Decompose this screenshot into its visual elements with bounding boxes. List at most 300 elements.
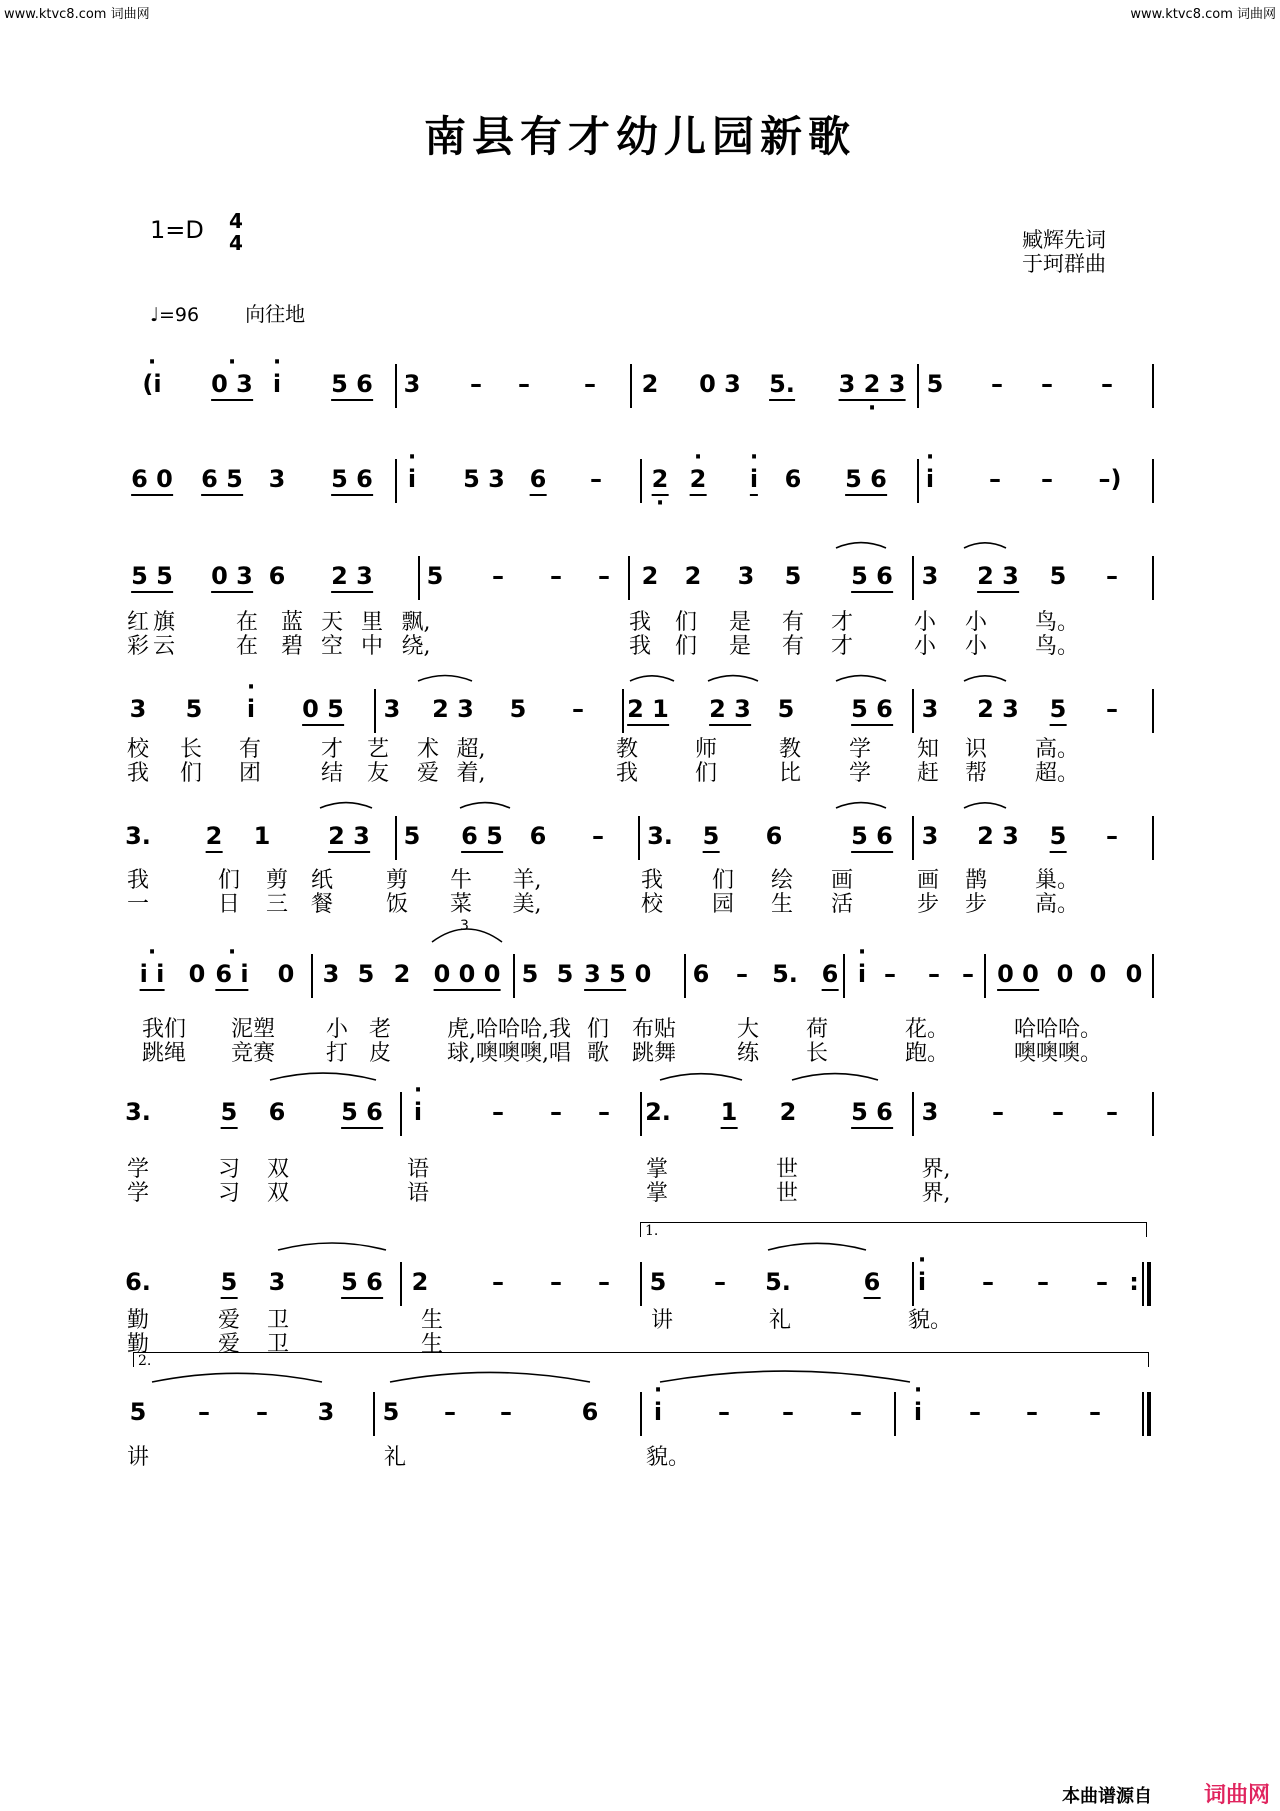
note: 2 3 xyxy=(977,822,1019,850)
dash-note: – xyxy=(982,1268,994,1296)
note: · i xyxy=(273,370,281,398)
barline xyxy=(912,689,914,733)
note: 6. xyxy=(125,1268,151,1296)
lyric-word: 歌 xyxy=(586,1041,610,1066)
slur xyxy=(460,803,510,808)
barline xyxy=(628,556,630,600)
lyric-word: 鸟。 xyxy=(1034,610,1080,635)
note: · i xyxy=(750,465,758,496)
note: 5 xyxy=(357,960,375,988)
lyric-word: 们 xyxy=(586,1017,610,1042)
note: 6 xyxy=(268,562,286,590)
note: 2 xyxy=(411,1268,429,1296)
lyric-word: 哈哈哈。 xyxy=(1013,1017,1103,1042)
lyric-word: 空 xyxy=(320,634,344,659)
note: 3 xyxy=(268,465,286,493)
note: 0 xyxy=(1056,960,1074,988)
note: 3 5 xyxy=(584,960,626,991)
note: 6 xyxy=(784,465,802,493)
dash-note: – xyxy=(1101,370,1113,398)
note: 3 xyxy=(322,960,340,988)
barline xyxy=(894,1392,896,1436)
lyric-line xyxy=(0,1036,1280,1066)
dash-note: – xyxy=(492,562,504,590)
lyric-word: 泥塑 xyxy=(230,1017,276,1042)
barline xyxy=(912,816,914,860)
lyric-word: 布贴 xyxy=(631,1017,677,1042)
slur xyxy=(270,1073,376,1080)
lyric-word: 貌。 xyxy=(645,1445,691,1470)
note: 3 xyxy=(129,695,147,723)
lyric-word: 语 xyxy=(406,1181,430,1206)
note: 6 xyxy=(268,1098,286,1126)
note: 2 1 xyxy=(627,695,669,726)
lyric-word: 才 xyxy=(830,634,854,659)
lyric-word: 绘 xyxy=(770,868,794,893)
lyric-word: 团 xyxy=(238,761,262,786)
slur xyxy=(660,1371,910,1382)
lyric-word: 貌。 xyxy=(907,1308,953,1333)
triplet-mark: 3 xyxy=(460,918,469,934)
edge-barline xyxy=(1152,459,1154,503)
lyric-word: 小 xyxy=(913,634,937,659)
lyric-word: 师 xyxy=(694,737,718,762)
lyric-word: 牛 xyxy=(449,868,473,893)
lyric-word: 我 xyxy=(126,761,150,786)
lyric-word: 教 xyxy=(615,737,639,762)
lyric-word: 比 xyxy=(778,761,802,786)
lyric-word: 我 xyxy=(628,610,652,635)
dash-note: – xyxy=(736,960,748,988)
note: · i xyxy=(654,1398,662,1426)
note: 5 6 xyxy=(341,1098,383,1129)
lyric-word: 们 xyxy=(674,610,698,635)
lyric-word: 才 xyxy=(830,610,854,635)
dash-note: – xyxy=(1052,1098,1064,1126)
lyric-line xyxy=(0,629,1280,659)
slur xyxy=(964,676,1006,681)
lyric-word: 生 xyxy=(420,1332,444,1357)
note: 2 xyxy=(206,822,223,853)
dash-note: – xyxy=(592,822,604,850)
lyric-word: 画 xyxy=(830,868,854,893)
note: 3 xyxy=(921,1098,939,1126)
lyric-line xyxy=(0,1440,1280,1470)
lyric-word: 球,噢噢噢,唱 xyxy=(447,1041,571,1066)
lyric-line xyxy=(0,1012,1280,1042)
edge-barline xyxy=(1152,689,1154,733)
lyric-word: 习 xyxy=(217,1181,241,1206)
note: 6 0 xyxy=(131,465,173,496)
note: · i xyxy=(247,695,255,723)
dash-note: – xyxy=(1096,1268,1108,1296)
lyric-word: 练 xyxy=(736,1041,760,1066)
barline xyxy=(640,459,642,503)
dash-note: – xyxy=(714,1268,726,1296)
notation-row xyxy=(0,822,1280,862)
key-signature: 1=D xyxy=(150,216,204,244)
lyric-word: 着, xyxy=(456,761,486,786)
slur xyxy=(152,1373,322,1382)
lyric-word: 掌 xyxy=(645,1181,669,1206)
lyric-word: 打 xyxy=(325,1041,349,1066)
note: 2 · xyxy=(652,465,669,496)
lyric-word: 彩 xyxy=(126,634,150,659)
note: 5 xyxy=(185,695,203,723)
lyric-word: 学 xyxy=(848,737,872,762)
lyric-word: 我 xyxy=(615,761,639,786)
lyric-word: 步 xyxy=(916,892,940,917)
lyric-word: 跳舞 xyxy=(631,1041,677,1066)
dash-note: – xyxy=(550,1268,562,1296)
volta-bracket xyxy=(133,1352,1149,1367)
barline xyxy=(374,689,376,733)
note: 5 xyxy=(1050,822,1067,853)
lyric-line xyxy=(0,1176,1280,1206)
barline xyxy=(917,459,919,503)
slur xyxy=(964,543,1006,548)
lyric-word: 高。 xyxy=(1034,892,1080,917)
lyric-word: 高。 xyxy=(1034,737,1080,762)
note: 2 3 xyxy=(432,695,474,723)
lyric-word: 我 xyxy=(628,634,652,659)
barline xyxy=(912,1092,914,1136)
lyric-word: 天 xyxy=(320,610,344,635)
note: 5. xyxy=(765,1268,791,1296)
note: 6 xyxy=(765,822,783,850)
note: 3. xyxy=(125,1098,151,1126)
note: 0 xyxy=(277,960,295,988)
lyric-word: 剪 xyxy=(265,868,289,893)
note: · i i xyxy=(140,960,165,991)
slur xyxy=(390,1372,590,1382)
barline xyxy=(373,1392,375,1436)
lyric-word: 们 xyxy=(711,868,735,893)
note: 5 6 xyxy=(851,695,893,726)
lyric-word: 结 xyxy=(320,761,344,786)
lyric-word: 勤 xyxy=(126,1332,150,1357)
dash-note: – xyxy=(444,1398,456,1426)
note: 3 2 3 · xyxy=(839,370,906,401)
lyric-word: 飘, xyxy=(401,610,431,635)
volta-label: 1. xyxy=(645,1223,659,1239)
notation-row xyxy=(0,1268,1280,1308)
lyric-word: 双 xyxy=(266,1157,290,1182)
dash-note: – xyxy=(598,1268,610,1296)
note: 5 xyxy=(509,695,527,723)
note: 2 3 xyxy=(709,695,751,726)
lyric-word: 步 xyxy=(964,892,988,917)
note: 6 xyxy=(530,465,547,496)
time-signature xyxy=(226,210,246,254)
dash-note: – xyxy=(598,562,610,590)
note: 5 3 xyxy=(463,465,505,493)
lyric-word: 园 xyxy=(711,892,735,917)
lyric-word: 荷 xyxy=(805,1017,829,1042)
note: 5 xyxy=(556,960,574,988)
dash-note: – xyxy=(598,1098,610,1126)
note: 6 5 xyxy=(201,465,243,496)
lyric-word: 里 xyxy=(360,610,384,635)
note: 0 xyxy=(634,960,652,988)
lyric-word: 才 xyxy=(320,737,344,762)
dash-note: – xyxy=(550,1098,562,1126)
lyric-word: 小 xyxy=(913,610,937,635)
notation-row xyxy=(0,695,1280,735)
lyric-word: 餐 xyxy=(310,892,334,917)
lyric-word: 讲 xyxy=(650,1308,674,1333)
note: 1 xyxy=(721,1098,738,1129)
dash-note: – xyxy=(850,1398,862,1426)
note: 5 xyxy=(426,562,444,590)
lyric-word: 花。 xyxy=(904,1017,950,1042)
barline xyxy=(843,954,845,998)
tempo-marking xyxy=(150,298,305,327)
lyric-word: 我 xyxy=(640,868,664,893)
lyric-word: 爱 xyxy=(416,761,440,786)
lyric-word: 世 xyxy=(775,1157,799,1182)
slur xyxy=(964,803,1006,808)
lyric-word: 小 xyxy=(964,634,988,659)
lyricist: 臧辉先词 xyxy=(1022,228,1106,252)
slur xyxy=(836,803,886,808)
lyric-word: 日 xyxy=(217,892,241,917)
notation-row xyxy=(0,465,1280,505)
barline xyxy=(984,954,986,998)
barline xyxy=(395,816,397,860)
note: 5 6 xyxy=(851,562,893,593)
note: 3 xyxy=(737,562,755,590)
barline xyxy=(395,459,397,503)
lyric-word: 帮 xyxy=(964,761,988,786)
volta-bracket xyxy=(640,1222,1147,1237)
lyric-word: 礼 xyxy=(768,1308,792,1333)
note: 0 0 xyxy=(997,960,1039,991)
barline xyxy=(640,1262,642,1306)
lyric-word: 云 xyxy=(152,634,176,659)
barline xyxy=(400,1262,402,1306)
slur xyxy=(320,803,372,808)
slur xyxy=(418,676,472,682)
watermark-left: www.ktvc8.com 词曲网 xyxy=(4,7,150,22)
slur xyxy=(768,1243,866,1250)
lyric-word: 学 xyxy=(126,1181,150,1206)
note: 0 xyxy=(1089,960,1107,988)
watermark-right: www.ktvc8.com 词曲网 xyxy=(1130,7,1276,22)
slur xyxy=(836,676,886,681)
barline xyxy=(513,954,515,998)
dash-note: – xyxy=(991,370,1003,398)
lyric-word: 超, xyxy=(456,737,486,762)
note: 0 3 xyxy=(699,370,741,398)
notation-row xyxy=(0,960,1280,1000)
volta-label: 2. xyxy=(138,1353,152,1369)
note: 5 xyxy=(403,822,421,850)
lyric-word: 红 xyxy=(126,610,150,635)
dash-note: – xyxy=(1106,562,1118,590)
lyric-word: 校 xyxy=(640,892,664,917)
lyric-word: 赶 xyxy=(916,761,940,786)
note: 5 xyxy=(926,370,944,398)
note: 3 xyxy=(921,562,939,590)
dash-note: – xyxy=(718,1398,730,1426)
note: 3 xyxy=(921,695,939,723)
notation-row xyxy=(0,1398,1280,1438)
footer-source-label: 本曲谱源自 xyxy=(1062,1786,1152,1807)
dash-note: – xyxy=(1026,1398,1038,1426)
lyric-word: 知 xyxy=(916,737,940,762)
lyric-word: 有 xyxy=(781,610,805,635)
dash-note: – xyxy=(256,1398,268,1426)
lyric-word: 跑。 xyxy=(904,1041,950,1066)
dash-note: – xyxy=(928,960,940,988)
note: 5 6 xyxy=(851,822,893,853)
lyric-word: 长 xyxy=(805,1041,829,1066)
barline xyxy=(400,1092,402,1136)
slur xyxy=(660,1074,742,1080)
lyric-word: 画 xyxy=(916,868,940,893)
note: 5 xyxy=(382,1398,400,1426)
note: 2 3 xyxy=(328,822,370,853)
note: 3 xyxy=(317,1398,335,1426)
lyric-word: 识 xyxy=(964,737,988,762)
note: 2. xyxy=(645,1098,671,1126)
note: 6 xyxy=(864,1268,881,1299)
note: 2 3 xyxy=(331,562,373,593)
lyric-word: 勤 xyxy=(126,1308,150,1333)
lyric-word: 是 xyxy=(728,634,752,659)
note: 3. xyxy=(125,822,151,850)
note: 6 xyxy=(529,822,547,850)
lyric-word: 一 xyxy=(126,892,150,917)
note: 5 xyxy=(221,1268,238,1299)
note: · i xyxy=(926,465,934,493)
lyric-word: 卫 xyxy=(266,1332,290,1357)
note: · i xyxy=(918,1268,926,1296)
time-signature-top: 4 xyxy=(229,209,243,233)
slur xyxy=(836,543,886,548)
note: 2 xyxy=(684,562,702,590)
lyric-word: 在 xyxy=(235,634,259,659)
lyric-word: 噢噢噢。 xyxy=(1013,1041,1103,1066)
lyric-word: 学 xyxy=(848,761,872,786)
dash-note: – xyxy=(1041,370,1053,398)
lyric-word: 有 xyxy=(781,634,805,659)
dash-note: – xyxy=(1089,1398,1101,1426)
note: 2 xyxy=(641,370,659,398)
time-signature-bottom: 4 xyxy=(229,231,243,255)
note: 5 xyxy=(784,562,802,590)
lyric-word: 卫 xyxy=(266,1308,290,1333)
composer: 于珂群曲 xyxy=(1022,252,1106,276)
lyric-word: 大 xyxy=(736,1017,760,1042)
note: · 6 i xyxy=(215,960,248,991)
page-title: 南县有才幼儿园新歌 xyxy=(423,112,856,161)
note: 5. xyxy=(769,370,795,401)
dash-note: – xyxy=(1106,695,1118,723)
lyric-word: 们 xyxy=(217,868,241,893)
dash-note: – xyxy=(198,1398,210,1426)
note: · i xyxy=(914,1398,922,1426)
note: · i xyxy=(858,960,866,988)
note: 6 5 xyxy=(461,822,503,853)
slur xyxy=(708,676,758,681)
note: 3 xyxy=(383,695,401,723)
lyric-word: 羊, xyxy=(512,868,542,893)
note: 5 xyxy=(1050,695,1067,726)
dash-note: – xyxy=(492,1098,504,1126)
dash-note: –) xyxy=(1098,465,1122,493)
lyric-word: 旗 xyxy=(152,610,176,635)
lyric-line xyxy=(0,756,1280,786)
dash-note: – xyxy=(1037,1268,1049,1296)
lyric-word: 们 xyxy=(694,761,718,786)
dash-note: – xyxy=(989,465,1001,493)
note: 0 xyxy=(188,960,206,988)
note: 6 xyxy=(692,960,710,988)
lyric-word: 小 xyxy=(325,1017,349,1042)
lyric-word: 三 xyxy=(265,892,289,917)
barline xyxy=(912,556,914,600)
lyric-word: 我们 xyxy=(141,1017,187,1042)
barline xyxy=(418,556,420,600)
dash-note: – xyxy=(550,562,562,590)
barline xyxy=(640,1392,642,1436)
dash-note: – xyxy=(572,695,584,723)
note: · i xyxy=(408,465,416,493)
note: 5 xyxy=(221,1098,238,1129)
note: 5 xyxy=(777,695,795,723)
lyric-line xyxy=(0,732,1280,762)
note: 5 6 xyxy=(845,465,887,496)
note: 0 0 0 xyxy=(434,960,501,991)
lyric-word: 碧 xyxy=(280,634,304,659)
lyric-line xyxy=(0,605,1280,635)
lyric-word: 界, xyxy=(921,1181,951,1206)
note: 5 xyxy=(129,1398,147,1426)
lyric-word: 活 xyxy=(830,892,854,917)
dash-note: – xyxy=(590,465,602,493)
lyric-word: 术 xyxy=(416,737,440,762)
barline xyxy=(640,1092,642,1136)
lyric-word: 讲 xyxy=(126,1445,150,1470)
lyric-word: 鹊 xyxy=(964,868,988,893)
lyric-word: 绕, xyxy=(401,634,431,659)
note: 5 5 xyxy=(131,562,173,593)
barline xyxy=(912,1262,914,1306)
slur xyxy=(792,1074,878,1080)
lyric-word: 教 xyxy=(778,737,802,762)
lyric-line xyxy=(0,1152,1280,1182)
lyric-word: 长 xyxy=(179,737,203,762)
repeat-dots: : xyxy=(1129,1268,1139,1296)
barline xyxy=(917,364,919,408)
lyric-word: 界, xyxy=(921,1157,951,1182)
barline xyxy=(622,689,624,733)
edge-barline xyxy=(1152,954,1154,998)
lyric-word: 掌 xyxy=(645,1157,669,1182)
note: · 2 xyxy=(690,465,707,496)
lyric-word: 虎,哈哈哈,我 xyxy=(447,1017,571,1042)
edge-barline xyxy=(1152,1092,1154,1136)
dash-note: – xyxy=(992,1098,1004,1126)
lyric-word: 有 xyxy=(238,737,262,762)
dash-note: – xyxy=(584,370,596,398)
note: 5 6 xyxy=(341,1268,383,1299)
note: 5 6 xyxy=(851,1098,893,1129)
lyric-word: 语 xyxy=(406,1157,430,1182)
dash-note: – xyxy=(884,960,896,988)
